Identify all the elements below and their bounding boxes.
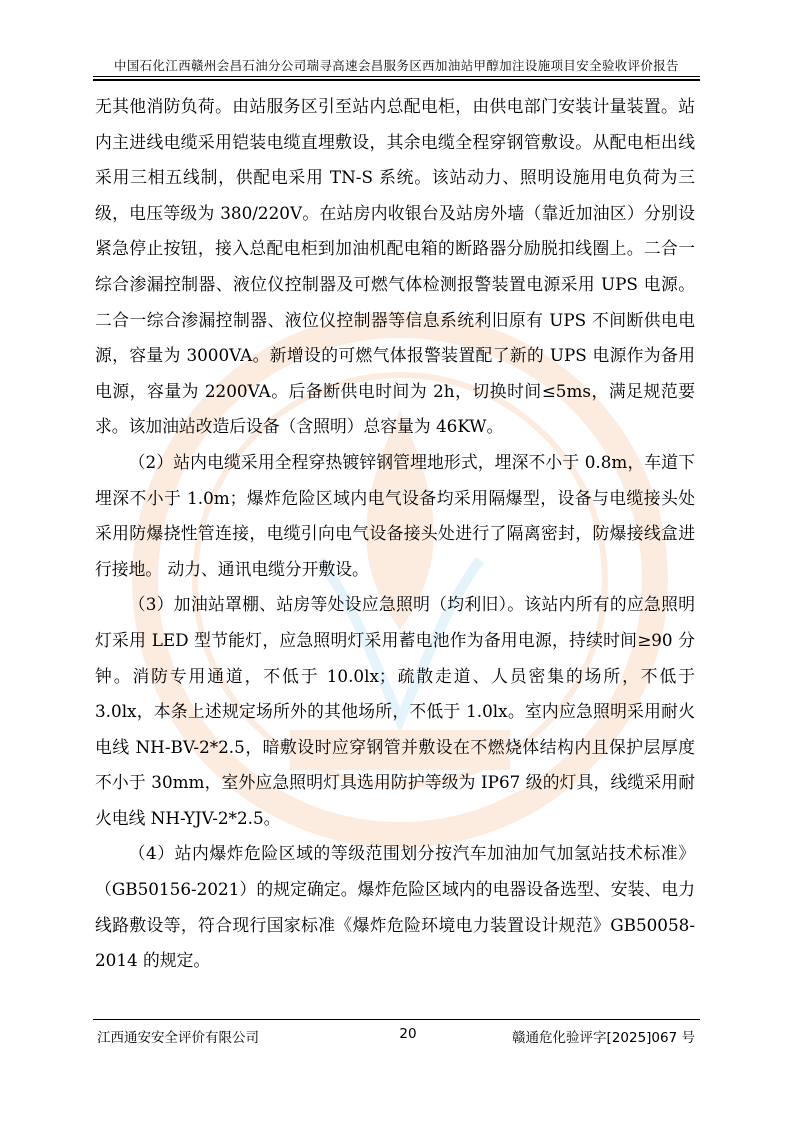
body-content [95,89,695,979]
header-rule-thin [93,76,700,77]
paragraph-1: 无其他消防负荷。由站服务区引至站内总配电柜，由供电部门安装计量装置。站内主进线电缆采用铠装电缆直埋敷设，其余电缆全程穿钢管敷设。从配电柜出线采用三相五线制，供配电采用 TN-S 系统。该站动力、照明设施用电负荷为三级，电压等级为 380/220V。在站房内收银台及站房外墙（靠近加油区）分别设紧急停止按钮，接入总配电柜到加油机配电箱的断路器分励脱扣线圈上。二合一综合渗漏控制器、液位仪控制器及可燃气体检测报警装置电源采用 UPS 电源。二合一综合渗漏控制器、液位仪控制器等信息系统利旧原有 UPS 不间断供电电源，容量为 3000VA。新增设的可燃气体报警装置配了新的 UPS 电源作为备用电源，容量为 2200VA。后备断供电时间为 2h，切换时间≤5ms，满足规范要求。该加油站改造后设备（含照明）总容量为 46KW。 [95,96,695,437]
footer-rule [93,1019,700,1020]
header-rule-thick [93,79,700,81]
report-header-title: 中国石化江西赣州会昌石油分公司瑞寻高速会昌服务区西加油站甲醇加注设施项目安全验收评价报告 [114,58,679,73]
paragraph-3: （3）加油站罩棚、站房等处设应急照明（均利旧）。该站内所有的应急照明灯采用 LED 型节能灯，应急照明灯采用蓄电池作为备用电源，持续时间≥90 分钟。消防专用通道，不低于 10.0lx；疏散走道、人员密集的场所，不低于 3.0lx，本条上述规定场所外的其他场所，不低于 1.0lx。室内应急照明采用耐火电线 NH-BV-2*2.5，暗敷设时应穿钢管并敷设在不燃烧体结构内且保护层厚度不小于 30mm，室外应急照明灯具选用防护等级为 IP67 级的灯具，线缆采用耐火电线 NH-YJV-2*2.5。 [95,594,695,828]
footer-company: 江西通安安全评价有限公司 [97,1030,259,1046]
paragraph-4: （4）站内爆炸危险区域的等级范围划分按汽车加油加气加氢站技术标准》（GB50156-2021）的规定确定。爆炸危险区域内的电器设备选型、安装、电力线路敷设等，符合现行国家标准《爆炸危险环境电力装置设计规范》GB50058-2014 的规定。 [95,843,695,971]
paragraph-2: （2）站内电缆采用全程穿热镀锌钢管埋地形式，埋深不小于 0.8m，车道下埋深不小于 1.0m；爆炸危险区域内电气设备均采用隔爆型，设备与电缆接头处采用防爆挠性管连接，电缆引向电气设备接头处进行了隔离密封，防爆接线盒进行接地。 动力、通讯电缆分开敷设。 [95,451,695,579]
footer-doc-number: 赣通危化验评字[2025]067 号 [512,1030,695,1046]
footer-page-number: 20 [399,1026,417,1042]
